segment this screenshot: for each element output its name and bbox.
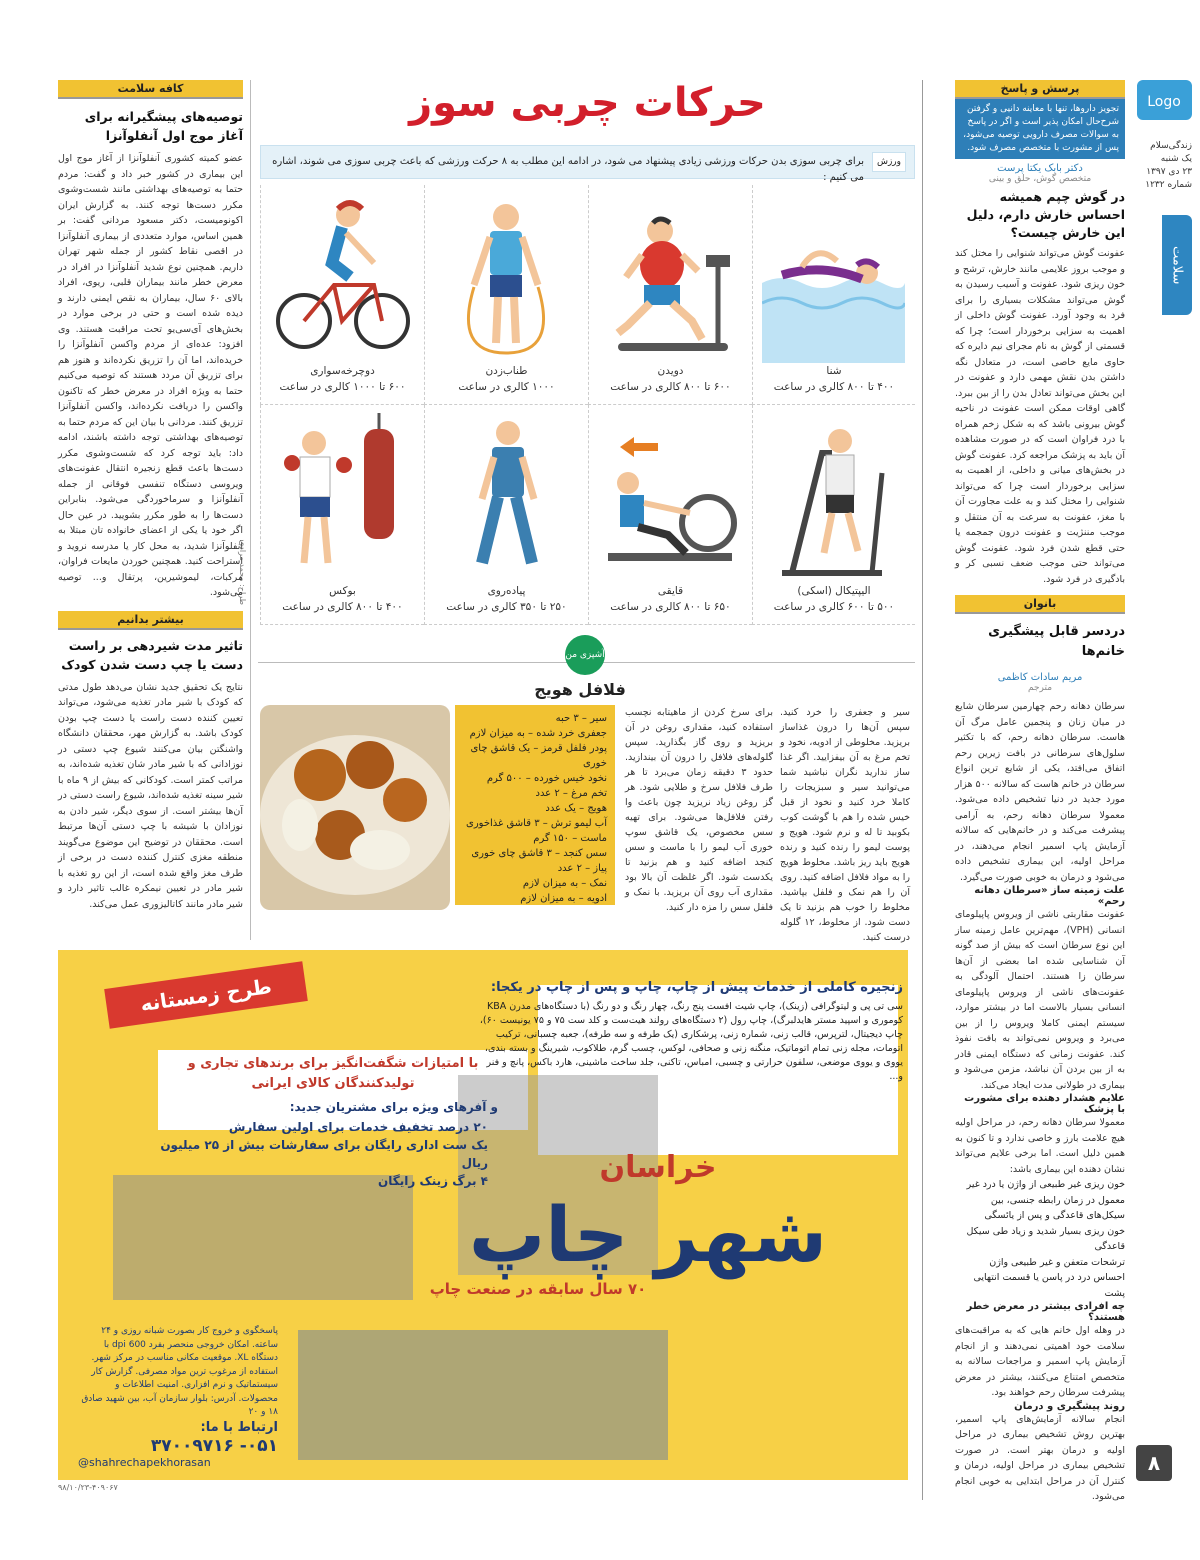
brand-main: شهر چاپ (468, 1190, 828, 1279)
exercise-name: قایقی (657, 585, 684, 597)
exercise-cell (588, 405, 752, 625)
ingredient: سیر – ۳ حبه (555, 713, 607, 724)
women-bullet: خون ریزی بسیار شدید و زیاد طی سیکل قاعدگی (966, 1225, 1125, 1252)
exercise-calories: ۱۰۰۰ کالری در ساعت (458, 381, 555, 393)
right-column (955, 80, 1125, 1540)
exercise-calories: ۶۰۰ تا ۱۰۰۰ کالری در ساعت (279, 381, 406, 393)
illustration-credit: طراح: محمد مرادی (238, 540, 247, 605)
svg-text:Logo: Logo (1147, 94, 1181, 110)
feature-intro-text: برای چربی سوزی بدن حرکات ورزشی زیادی پیشنهاد می شود، در ادامه این مطلب به ۸ حرکت ورزشی که باعث چربی سوزی می شوند، اشاره می کنیم : (272, 156, 864, 183)
ingredient: نخود خیس خورده – ۵۰۰ گرم (486, 773, 607, 784)
newspaper-logo (1137, 80, 1192, 120)
feature-section-tag: ورزش (872, 152, 906, 172)
women-bullet: خون ریزی غیر طبیعی از واژن یا درد غیر معمول در زمان رابطه جنسی، بین سیکل‌های قاعدگی و پس از یائسگی (966, 1179, 1125, 1221)
feature-intro (260, 145, 915, 183)
promo-title: با امتیازات شگفت‌انگیز برای برندهای تجاری و تولیدکنندگان کالای ایرانی (187, 1056, 479, 1091)
falafel-title: فلافل هویج (534, 680, 626, 699)
exercise-cell (752, 185, 915, 405)
women-sub1: علت زمینه ساز «سرطان دهانه رحم» (974, 885, 1125, 907)
brand-top: خراسان (599, 1150, 717, 1185)
contact-handle[interactable]: @shahrechapekhorasan (78, 1456, 211, 1469)
exercise-calories: ۴۰۰ تا ۸۰۰ کالری در ساعت (282, 601, 403, 613)
ingredient: آب لیمو ترش – ۳ قاشق غذاخوری (466, 818, 607, 829)
exercise-name: دویدن (657, 365, 684, 377)
cyclist-icon (271, 193, 414, 363)
exercise-name: پیاده‌روی (487, 585, 526, 597)
cafe-body: عضو کمیته کشوری آنفلوآنزا از آغاز موج اول این بیماری در کشور خبر داد و گفت: مردم حتما به توصیه‌های بهداشتی مانند شست‌وشوی مکرر دست‌ها توجه کنند. به گزارش ایران اکونومیست، دکتر مسعود مردانی گفت: بر همین اساس، موارد متعددی از بیماری آنفلوآنزا در اقصی نقاط کشور از جمله شهر تهران داریم. همچنین نوع شدید آنفلوآنزا در افراد در معرض خطر مانند بیماران قلبی، ریوی، افراد بالای ۶۰ سال، بیماران به نقص ایمنی دارند و دیده شده است و حتی در برخی موارد در بخش‌های آی‌سی‌یو تحت مراقبت هستند. وی افزود: عده‌ای از مردم واکسن آنفلوآنزا را خریده‌اند، اما آن را تزریق نکرده‌اند و هنوز هم برای تزریق آن مردد هستند که توصیه می‌کنیم حتما به ویژه افراد در معرض خطر که تاکنون واکسن را دریافت نکرده‌اند، واکسن آنفلوآنزا تزریق کنند. مردانی با بیان این که مردم حتما به توصیه‌های بهداشتی توجه داشته باشند، ادامه داد: باید توجه کرد که شست‌وشوی مکرر دست‌ها باعث قطع زنجیره انتقال عفونت‌های ویروسی دستگاه تنفسی فوقانی از جمله آنفلوآنزا و سرماخوردگی می‌شود. بنابراین دست‌ها را به طور مکرر بشویید. در عین حال اگر خود یا یکی از اعضای خانواده تان مبتلا به آنفلوآنزا شدید، به محل کار یا مدرسه نروید و استراحت کنید. همچنین خوردن مایعات فراوان، مرکبات، لیموشیرین، پرتقال و... توصیه می‌شود. (58, 153, 244, 598)
women-body3: معمولا سرطان دهانه رحم، در مراحل اولیه هیچ علامت بارز و خاصی ندارد و تا کنون به همین دلیل است. اما برخی علایم می‌تواند نشان دهنده این بیماری باشد: (955, 1117, 1125, 1175)
print-shop-ad (58, 950, 908, 1480)
exercise-cell (424, 185, 588, 405)
cooking-label: آشپزی من (565, 635, 605, 675)
qa-answer: عفونت گوش می‌تواند شنوایی را مختل کند و موجب بروز علایمی مانند خارش، ترشح و خون ریزی شود. عفونت و آسیب رسیدن به گوش می‌تواند مشکلات بسیاری را برای فرد به وجود آورد. عفونت گوش داخلی از اهمیت به سزایی برخوردار است؛ چرا که قسمتی از گوش به نام مجرای نیم دایره که حاوی مایع خاصی است، در متعادل نگه داشتن بدن نقش مهمی دارد و عفونت در این بخش می‌تواند تعادل بدن را از بین ببرد. گاهی اوقات ممکن است عفونت در ناحیه گوش بیرونی باشد که به شکل زخم همراه با درد فراوان است که در صورت مشاهده آن باید به پزشک مراجعه کرد. عفونت گوش در بخش‌های میانی و داخلی، از اهمیت به سزایی برخوردار است چرا که می‌تواند شنوایی را مختل کند و به علت مجاورت آن با مغز، عفونت به سرعت به آن منتقل و موجب مننژیت و عفونت درون جمجمه یا حتی قطع شدن فرد شود. عفونت گوش می‌تواند حتی موجب ضعف نسبی کر و بادگیری در فرد شود. (955, 248, 1125, 585)
ingredient: هویج – یک عدد (545, 803, 607, 814)
winter-plan-badge: طرح زمستانه (104, 961, 308, 1028)
boxer-icon (271, 413, 414, 583)
feature-title: حرکات چربی سوز (409, 80, 766, 126)
women-sub4: روند پیشگیری و درمان (1014, 1400, 1125, 1412)
exercise-name: طناب‌زدن (485, 365, 528, 377)
chain-body: سی تی پی و لیتوگرافی (زینک)، چاپ شیت افست پنج رنگ، چهار رنگ و دو رنگ (با دستگاه‌های مدرن KBA کوموری و اسپید مستر هایدلبرگ)، چاپ رول (۲ دستگاه‌های رولند هیت‌ست و کلد ست ۷۵ و ۷۵ یونیست ۶۰)، چاپ دیجیتال، لترپرس، قالب زنی، شماره زنی، پرشکاری (یک طرفه و سه طرفه)، جعبه چسبانی، ترکیب اتومات، مجله زنی تمام اتوماتیک، منگنه زنی و صحافی، لوکس، چسب گرم، طلاکوب، شیرینگ و بسته بندی، یووی و یووی موضعی، سلفون حرارتی و چسبی، امباس، تاکنی، جلد ساخت ماشینی، هارد باکس، پانچ و فنر و... (479, 1001, 903, 1082)
falafel-method-1: برای سرخ کردن از ماهیتابه نچسب استفاده کنید، مقداری روغن در آن بریزید و روی گاز بگذارید. سپس گلوله‌های فلافل را درون آن بیندازید. حدود ۳ دقیقه زمان می‌برد تا هر طرف فلافل سرخ و طلایی شود. هر گز روغن زیاد نریزید چون باعث وا رفتن فلافل‌ها می‌شود. برای تهیه سس مخصوص، یک قاشق سوپ خوری آب لیمو را با ماست و سس کنجد اضافه کنید و هم بزنید تا یکدست شود. اگر غلظت آن بالا بود مقداری آب روی آن بریزید. با نمک و فلفل سس را مزه دار کنید. (625, 707, 773, 913)
exercise-name: شنا (826, 365, 842, 377)
ingredients-box (455, 705, 615, 905)
ingredient: جعفری خرد شده – به میزان لازم (469, 728, 607, 739)
jump-rope-icon (435, 193, 578, 363)
offers-list (158, 1118, 488, 1190)
qa-question: در گوش چپم همیشه احساس خارش دارم، دلیل این خارش چیست؟ (966, 189, 1125, 240)
contact-phone[interactable]: ۰۵۱- ۳۷۰۰۹۷۱۶ (150, 1436, 278, 1456)
ingredient: پودر فلفل قرمز – یک قاشق چای خوری (470, 743, 607, 769)
women-sub3: چه افرادی بیشتر در معرض خطر هستند؟ (966, 1301, 1125, 1323)
ingredient: پیاز – ۲ عدد (557, 863, 607, 874)
exercise-cell (752, 405, 915, 625)
women-author: مریم سادات کاظمی (997, 672, 1083, 683)
exercise-calories: ۶۵۰ تا ۸۰۰ کالری در ساعت (610, 601, 731, 613)
experience-years: ۷۰ سال سابقه در صنعت چاپ (429, 1280, 647, 1298)
know-more-body: نتایج یک تحقیق جدید نشان می‌دهد طول مدتی که کودک با شیر مادر تغذیه می‌شود، می‌تواند تعیین کننده دست راست یا دست چپ بودن کودک باشد. به گزارش مهر، محققان دانشگاه واشنگتن بیان می‌کنند شیوع چپ دستی در نوزادانی که با شیر مادر شان تغذیه شده‌اند، به مراتب کمتر است. کودکانی که بیش از ۹ ماه با شیر سینه تغذیه شده‌اند، شیوع راست دستی در آن‌ها بیشتر است. از سوی دیگر، شیر دادن به نوزادان با شیشه با چپ دستی آن‌ها مرتبط است. محققان در توضیح این موضوع می‌گویند منطقه مغزی کنترل کننده دست در برخی از طرف مغز واقع شده است، از این رو تغذیه با شیر مادر در تعیین نیمکره غالب تاثیر دارد و شیر مادر مانند کاتالیزوری عمل می‌کند. (58, 681, 243, 910)
women-label: بانوان (955, 595, 1125, 614)
exercise-calories: ۶۰۰ تا ۸۰۰ کالری در ساعت (610, 381, 731, 393)
runner-icon (599, 193, 742, 363)
falafel-photo (260, 705, 450, 910)
contact-label: ارتباط با ما: (200, 1420, 278, 1435)
know-more-title: تاثیر مدت شیردهی بر راست دست یا چپ دست شدن کودک (61, 637, 243, 672)
ingredient: تخم مرغ – ۲ عدد (535, 788, 607, 799)
exercise-cell (588, 185, 752, 405)
page-number: ۸ (1136, 1445, 1172, 1481)
chain-title: زنجیره کاملی از خدمات پیش از چاپ، چاپ و پس از چاپ در یکجا: (490, 980, 903, 995)
swimmer-icon (763, 193, 905, 363)
ad-footer-code: ۹۸/۱۰/۲۳-۴۰۹۰۶۷ (58, 1483, 118, 1492)
exercise-cell (424, 405, 588, 625)
ingredient: ادویه – به میزان لازم (520, 893, 607, 904)
exercise-name: دوچرخه‌سواری (310, 365, 375, 377)
women-body: سرطان دهانه رحم چهارمین سرطان شایع در میان زنان و پنجمین عامل مرگ آن هاست. سرطان دهانه رحم، که با تکثیر سلول‌های سرطانی در بافت زیرین رحم اتفاق می‌افتد، یکی از شایع ترین انواع سرطان در خانم هاست که سالانه ۵۰۰ هزار مورد جدید در دنیا تشخیص داده می‌شود. معمولا سرطان دهانه رحم، به آرامی پیشرفت می‌کند و در خانم‌هایی که سالانه آزمایش پاپ اسمیر انجام می‌دهند، در مراحل اولیه، این بیماری تشخیص داده می‌شود و درمان به خوبی صورت می‌گیرد. (955, 701, 1126, 883)
exercise-grid (260, 185, 915, 625)
women-body2: عفونت مقاربتی ناشی از ویروس پاپیلومای انسانی (VPH)، مهم‌ترین عامل زمینه ساز این نوع سرطان است که بیش از صد گونه آن شناسایی شده اما بعضی از آن‌ها سرطان زا هستند. احتمال آلودگی به عفونت‌های ناشی از ویروس پاپیلومای انسانی بسیار بالاست اما در بیشتر موارد، سیستم ایمنی کاملا ویروس را از بین می‌برد و ویروس نمی‌تواند به بافت نفوذ کند. عفونت زمانی که دستگاه ایمنی قادر به از بین بردن آن نباشد، مزمن می‌شود و بیماری در طولانی مدت ایجاد می‌کند. (955, 909, 1125, 1091)
ingredient: ماست – ۱۵۰ گرم (533, 833, 607, 844)
offer-item: ۴ برگ زینک رایگان (378, 1174, 488, 1188)
offer-item: یک ست اداری رایگان برای سفارشات بیش از ۲۵ میلیون ریال (160, 1138, 488, 1170)
women-body5: انجام سالانه آزمایش‌های پاپ اسمیر، بهترین روش تشخیص بیماری در مراحل اولیه و درمان بهتر است. در صورت تشخیص بیماری در مراحل اولیه، درمان و کنترل آن در مراحل ابتدایی به خوبی انجام می‌شود. (955, 1413, 1125, 1502)
left-column (58, 80, 243, 912)
section-tab[interactable]: سلامت (1162, 215, 1192, 315)
falafel-method-2: سیر و جعفری را خرد کنید. سپس آن‌ها را درون غذاساز بریزید. مخلوطی از ادویه، نخود و تخم مرغ به آن بیفزایید. اگر غذا ساز ندارید نگران نباشید شما می‌توانید سیر و سبزیجات را کاملا خرد کنید و نخود از قبل خیس شده را هم با گوشت کوب بکوبید تا له و نرم شود. هویج و پوست لیمو را رنده کنید و رنده هویج باید ریز باشد. مخلوط هویج را به مواد فلافل اضافه کنید. روی آن را هم نمک و فلفل بپاشید. مخلوط را خوب هم بزنید تا یک دست شود. از مخلوط، ۱۲ گلوله درست کنید. (779, 707, 910, 943)
ingredient: سس کنجد – ۳ قاشق چای خوری (471, 848, 607, 859)
exercise-cell (260, 185, 424, 405)
qa-author-role: متخصص گوش، حلق و بینی (988, 174, 1092, 184)
exercise-name: بوکس (329, 585, 356, 597)
women-sub2: علایم هشدار دهنده برای مشورت با پزشک (964, 1093, 1125, 1115)
know-more-label: بیشتر بدانیم (58, 611, 243, 630)
exercise-name: الیپتیکال (اسکی) (797, 585, 871, 597)
exercise-calories: ۴۰۰ تا ۸۰۰ کالری در ساعت (773, 381, 895, 393)
women-bullet: ترشحات متعفن و غیر طبیعی واژن (989, 1256, 1125, 1268)
rowing-icon (599, 413, 742, 583)
cafe-title: توصیه‌های پیشگیرانه برای آغاز موج اول آنفلوآنزا (84, 109, 243, 143)
women-title: دردسر قابل پیشگیری خانم‌ها (988, 624, 1125, 659)
offer-item: ۲۰ درصد تخفیف خدمات برای اولین سفارش (228, 1120, 488, 1134)
walker-icon (435, 413, 578, 583)
service-note: پاسخگوی و خروج کار بصورت شبانه روزی و ۲۴ ساعته. امکان خروجی منحصر بفرد dpi 600 با دستگاه XL. موقعیت مکانی مناسب در مرکز شهر. استفاده از مرغوب ترین مواد مصرفی. گزارش کار سیستماتیک و نرم افزاری. امنیت اطلاعات و محصولات. آدرس: بلوار سازمان آب، بین شهید صادق ۱۸ و ۲۰ (81, 1326, 278, 1417)
exercise-cell (260, 405, 424, 625)
cafe-label: کافه سلامت (58, 80, 243, 99)
elliptical-icon (763, 413, 905, 583)
issue-meta: زندگی‌سلام یک شنبه ۲۳ دی ۱۳۹۷ شماره ۱۲۳۲ (1145, 141, 1192, 190)
exercise-calories: ۲۵۰ تا ۳۵۰ کالری در ساعت (446, 601, 567, 613)
qa-label: پرسش و پاسخ (955, 80, 1125, 99)
women-body4: در وهله اول خانم هایی که به مراقبت‌های سلامت خود اهمیتی نمی‌دهند و از انجام آزمایش پاپ اسمیر و مراجعات سالانه به متخصص امتناع می‌کنند، بیشتر در معرض پیشرفت سرطان رحم خواهند بود. (955, 1325, 1125, 1398)
qa-author: دکتر بابک یکتا پرست (997, 163, 1083, 174)
offers-title: و آفرهای ویژه برای مشتریان جدید: (289, 1100, 498, 1114)
women-bullet: احساس درد در پاسن یا قسمت انتهایی پشت (973, 1272, 1125, 1299)
ingredient: نمک – به میزان لازم (522, 878, 607, 889)
exercise-calories: ۵۰۰ تا ۶۰۰ کالری در ساعت (773, 601, 895, 613)
qa-intro: تجویز داروها، تنها با معاینه دانیی و گرفتن شرح‌حال امکان پذیر است و اگر در پاسخ به سوالات مصرف دارویی توصیه می‌شود، پس از مشورت با متخصص مصرف شود. (955, 99, 1125, 159)
women-author-role: مترجم (1027, 683, 1053, 693)
